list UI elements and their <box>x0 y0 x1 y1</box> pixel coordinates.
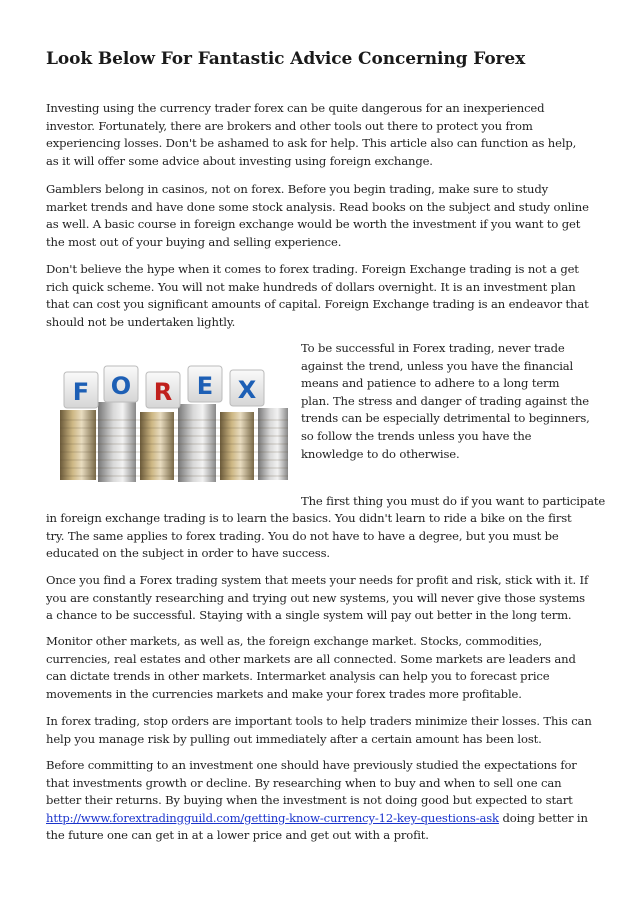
cube-letter: F <box>72 378 90 406</box>
paragraph-committing-text: Before committing to an investment one should have previously studied the expectations for that investments growth or decline. By researching when to buy and when to sell one can better their returns. By buying when the investment is not doing good but expected to start <box>46 758 577 808</box>
paragraph-intro: Investing using the currency trader forex can be quite dangerous for an inexperienced investor. Fortunately, there are brokers and other tools out there to protect you from experiencing losses. Don't be ashamed to ask for help. This article also can function as help, as it will offer some advice about investing using foreign exchange. <box>46 101 577 168</box>
paragraph-markets: Monitor other markets, as well as, the foreign exchange market. Stocks, commodities, currencies, real estates and other markets are all connected. Some markets are leaders and can dictate trends in other markets. Intermarket analysis can help you to forecast price movements in the currencies markets and make your forex trades more profitable. <box>46 634 576 701</box>
paragraph-system: Once you find a Forex trading system that meets your needs for profit and risk, stick with it. If you are constantly researching and trying out new systems, you will never give those systems a chance to be successful. Staying with a single system will pay out better in the long term. <box>46 573 589 623</box>
figure-row <box>46 340 606 510</box>
paragraph-trend: To be successful in Forex trading, never trade against the trend, unless you have the financial means and patience to adhere to a long term plan. The stress and danger of trading against the trends can be especially detrimental to beginners, so follow the trends unless you have the knowledge to do otherwise. <box>301 341 590 461</box>
paragraph-hype: Don't believe the hype when it comes to forex trading. Foreign Exchange trading is not a get rich quick scheme. You will not make hundreds of dollars overnight. It is an investment plan that can cost you significant amounts of capital. Foreign Exchange trading is an endeavor that should not be undertaken lightly. <box>46 262 589 329</box>
forex-coins-image <box>54 342 292 486</box>
cube-letter: E <box>196 372 214 400</box>
letter-cubes <box>64 366 264 408</box>
coin-stacks <box>60 402 288 482</box>
page-title: Look Below For Fantastic Advice Concerning Forex <box>46 49 526 69</box>
paragraph-basics: in foreign exchange trading is to learn the basics. You didn't learn to ride a bike on the first try. The same applies to forex trading. You do not have to have a degree, but you must be educated on the subject in order to have success. <box>46 511 572 561</box>
cube-letter: R <box>153 378 173 406</box>
paragraph-committing <box>46 757 592 845</box>
cube-letter: O <box>110 372 132 400</box>
cube-letter: X <box>237 376 257 404</box>
paragraph-committing-tail: doing better in the future one can get in at a lower price and get out with a profit. <box>46 810 588 843</box>
forex-guild-link[interactable]: http://www.forextradingguild.com/getting-know-currency-12-key-questions-ask <box>46 810 499 825</box>
paragraph-gamblers: Gamblers belong in casinos, not on forex. Before you begin trading, make sure to study market trends and have done some stock analysis. Read books on the subject and study online as well. A basic course in foreign exchange would be worth the investment if you want to get the most out of your buying and selling experience. <box>46 182 589 249</box>
paragraph-stop-orders: In forex trading, stop orders are important tools to help traders minimize their losses. This can help you manage risk by pulling out immediately after a certain amount has been lost. <box>46 714 592 746</box>
paragraph-basics-first-line: The first thing you must do if you want to participate <box>301 494 606 508</box>
